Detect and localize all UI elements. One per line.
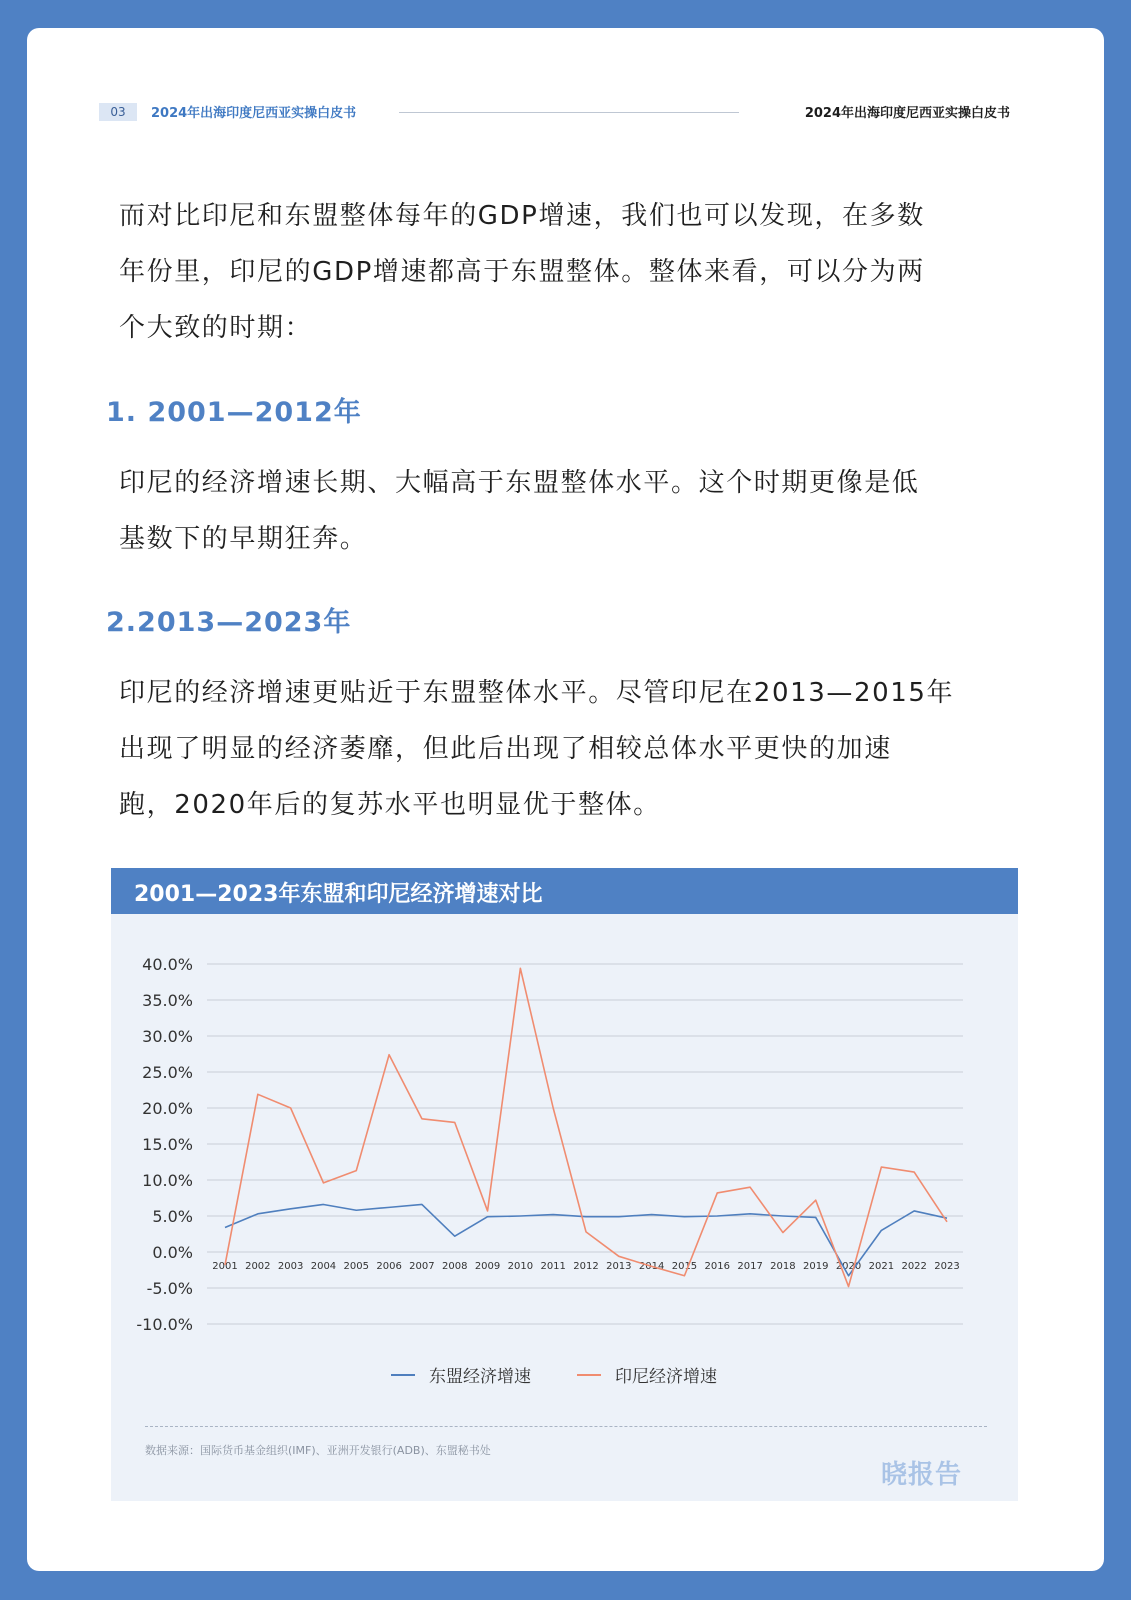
section2-heading: 2.2013—2023年 [106, 607, 352, 638]
legend-label-asean: 东盟经济增速 [429, 1367, 531, 1387]
y-tick-label: 35.0% [142, 991, 193, 1010]
x-tick-label: 2001 [212, 1261, 238, 1272]
page-number: 03 [99, 103, 137, 121]
x-tick-label: 2020 [835, 1261, 862, 1272]
series-line-indonesia [225, 968, 947, 1286]
x-tick-label: 2012 [573, 1261, 599, 1272]
y-tick-label: 15.0% [142, 1135, 193, 1154]
section2-paragraph [119, 665, 1039, 833]
x-tick-label: 2004 [310, 1261, 337, 1272]
x-tick-label: 2006 [376, 1261, 402, 1272]
legend-item-indonesia [577, 1362, 717, 1387]
x-tick-label: 2010 [507, 1261, 534, 1272]
y-tick-label: -10.0% [136, 1315, 193, 1334]
x-tick-label: 2007 [409, 1261, 435, 1272]
intro-paragraph [119, 188, 1039, 356]
intro-line: 个大致的时期： [119, 313, 313, 343]
x-tick-label: 2023 [934, 1261, 960, 1272]
legend-swatch-asean [391, 1374, 415, 1376]
x-tick-label: 2009 [474, 1261, 501, 1272]
x-tick-label: 2008 [442, 1261, 468, 1272]
chart-legend [111, 1362, 1018, 1392]
header-left-title: 2024年出海印度尼西亚实操白皮书 [151, 106, 357, 121]
chart-title: 2001—2023年东盟和印尼经济增速对比 [134, 882, 543, 907]
legend-label-indonesia: 印尼经济增速 [615, 1367, 717, 1387]
y-tick-label: 0.0% [152, 1243, 193, 1262]
x-tick-label: 2013 [606, 1261, 632, 1272]
x-tick-label: 2003 [277, 1261, 304, 1272]
section1-line: 基数下的早期狂奔。 [119, 524, 368, 554]
y-tick-label: 25.0% [142, 1063, 193, 1082]
intro-line: 年份里，印尼的GDP增速都高于东盟整体。整体来看，可以分为两 [119, 257, 925, 287]
chart-container [111, 868, 1018, 1501]
data-source-note: 数据来源：国际货币基金组织(IMF)、亚洲开发银行(ADB)、东盟秘书处 [145, 1444, 491, 1457]
section2-line: 跑，2020年后的复苏水平也明显优于整体。 [119, 790, 661, 820]
x-tick-label: 2018 [770, 1261, 796, 1272]
section1-paragraph [119, 455, 1039, 567]
header-right-title: 2024年出海印度尼西亚实操白皮书 [804, 106, 1010, 121]
line-chart [111, 868, 1018, 1408]
section1-line: 印尼的经济增速长期、大幅高于东盟整体水平。这个时期更像是低 [119, 468, 920, 498]
section2-line: 印尼的经济增速更贴近于东盟整体水平。尽管印尼在2013—2015年 [119, 678, 955, 708]
y-tick-label: 5.0% [152, 1207, 193, 1226]
section2-line: 出现了明显的经济萎靡，但此后出现了相较总体水平更快的加速 [119, 734, 892, 764]
y-tick-label: 20.0% [142, 1099, 193, 1118]
x-tick-label: 2022 [901, 1261, 927, 1272]
legend-item-asean [391, 1362, 531, 1387]
intro-line: 而对比印尼和东盟整体每年的GDP增速，我们也可以发现，在多数 [119, 201, 925, 231]
x-tick-label: 2002 [245, 1261, 271, 1272]
x-tick-label: 2017 [737, 1261, 763, 1272]
brand-logo: 晓报告 [881, 1460, 963, 1490]
y-tick-label: 30.0% [142, 1027, 193, 1046]
y-tick-label: 40.0% [142, 955, 193, 974]
x-tick-label: 2014 [638, 1261, 665, 1272]
footer-divider [145, 1426, 987, 1427]
x-tick-label: 2016 [704, 1261, 730, 1272]
page-card [27, 28, 1104, 1571]
header-divider [399, 112, 739, 113]
x-tick-label: 2015 [671, 1261, 698, 1272]
legend-swatch-indonesia [577, 1374, 601, 1376]
x-tick-label: 2021 [868, 1261, 895, 1272]
x-tick-label: 2019 [803, 1261, 829, 1272]
y-tick-label: 10.0% [142, 1171, 193, 1190]
x-tick-label: 2011 [540, 1261, 566, 1272]
x-tick-label: 2005 [343, 1261, 369, 1272]
y-tick-label: -5.0% [146, 1279, 193, 1298]
section1-heading: 1. 2001—2012年 [106, 397, 362, 428]
